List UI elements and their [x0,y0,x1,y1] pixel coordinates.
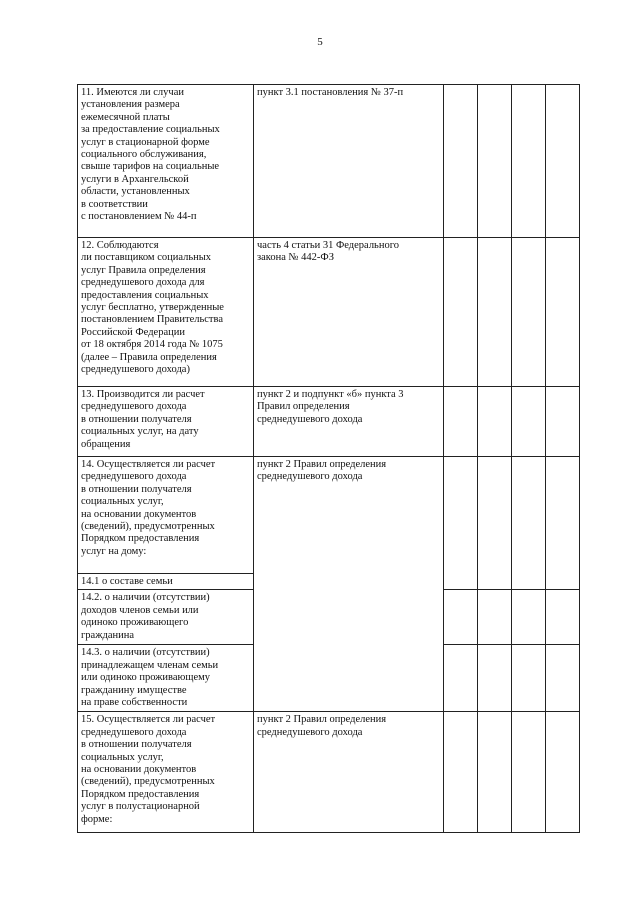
answer-no-cell [478,238,512,387]
question-cell: 14.3. о наличии (отсутствии) принадлежащем членам семьи или одиноко проживающему гражданину имуществе на праве собственности [78,645,254,712]
answer-na-cell [512,457,546,590]
question-cell: 14.2. о наличии (отсутствии) доходов членов семьи или одиноко проживающего гражданина [78,590,254,645]
answer-na-cell [512,590,546,645]
checklist-table [77,84,580,833]
question-cell: 11. Имеются ли случаи установления размера ежемесячной платы за предоставление социальных услуг в стационарной форме социального обслуживания, свыше тарифов на социальные услуги в Архангельской области, установленных в соответствии с постановлением № 44-п [78,85,254,238]
notes-cell [546,85,580,238]
answer-yes-cell [444,85,478,238]
notes-cell [546,387,580,457]
notes-cell [546,590,580,645]
answer-na-cell [512,645,546,712]
notes-cell [546,238,580,387]
reference-cell: пункт 2 и подпункт «б» пункта 3 Правил определения среднедушевого дохода [254,387,444,457]
question-cell: 13. Производится ли расчет среднедушевого дохода в отношении получателя социальных услуг, на дату обращения [78,387,254,457]
answer-no-cell [478,590,512,645]
notes-cell [546,457,580,590]
answer-no-cell [478,645,512,712]
reference-cell: пункт 2 Правил определения среднедушевого дохода [254,457,444,712]
answer-no-cell [478,387,512,457]
table-row [78,85,580,238]
answer-na-cell [512,712,546,833]
table-row [78,238,580,387]
question-cell: 14. Осуществляется ли расчет среднедушевого дохода в отношении получателя социальных услуг, на основании документов (сведений), предусмотренных Порядком предоставления услуг на дому: [78,457,254,574]
answer-no-cell [478,712,512,833]
table-row [78,387,580,457]
reference-cell: пункт 3.1 постановления № 37-п [254,85,444,238]
answer-yes-cell [444,238,478,387]
answer-na-cell [512,238,546,387]
reference-cell: часть 4 статьи 31 Федерального закона № 442-ФЗ [254,238,444,387]
answer-na-cell [512,85,546,238]
answer-na-cell [512,387,546,457]
table-row [78,712,580,833]
page-number: 5 [317,36,323,48]
table-row [78,457,580,574]
question-cell: 14.1 о составе семьи [78,574,254,590]
reference-cell: пункт 2 Правил определения среднедушевого дохода [254,712,444,833]
answer-yes-cell [444,645,478,712]
answer-no-cell [478,85,512,238]
answer-yes-cell [444,387,478,457]
notes-cell [546,712,580,833]
answer-yes-cell [444,712,478,833]
answer-yes-cell [444,590,478,645]
answer-yes-cell [444,457,478,590]
answer-no-cell [478,457,512,590]
question-cell: 15. Осуществляется ли расчет среднедушевого дохода в отношении получателя социальных услуг, на основании документов (сведений), предусмотренных Порядком предоставления услуг в полустационарной форме: [78,712,254,833]
notes-cell [546,645,580,712]
question-cell: 12. Соблюдаются ли поставщиком социальных услуг Правила определения среднедушевого дохода для предоставления социальных услуг бесплатно, утвержденные постановлением Правительства Российской Федерации от 18 октября 2014 года № 1075 (далее – Правила определения среднедушевого дохода) [78,238,254,387]
